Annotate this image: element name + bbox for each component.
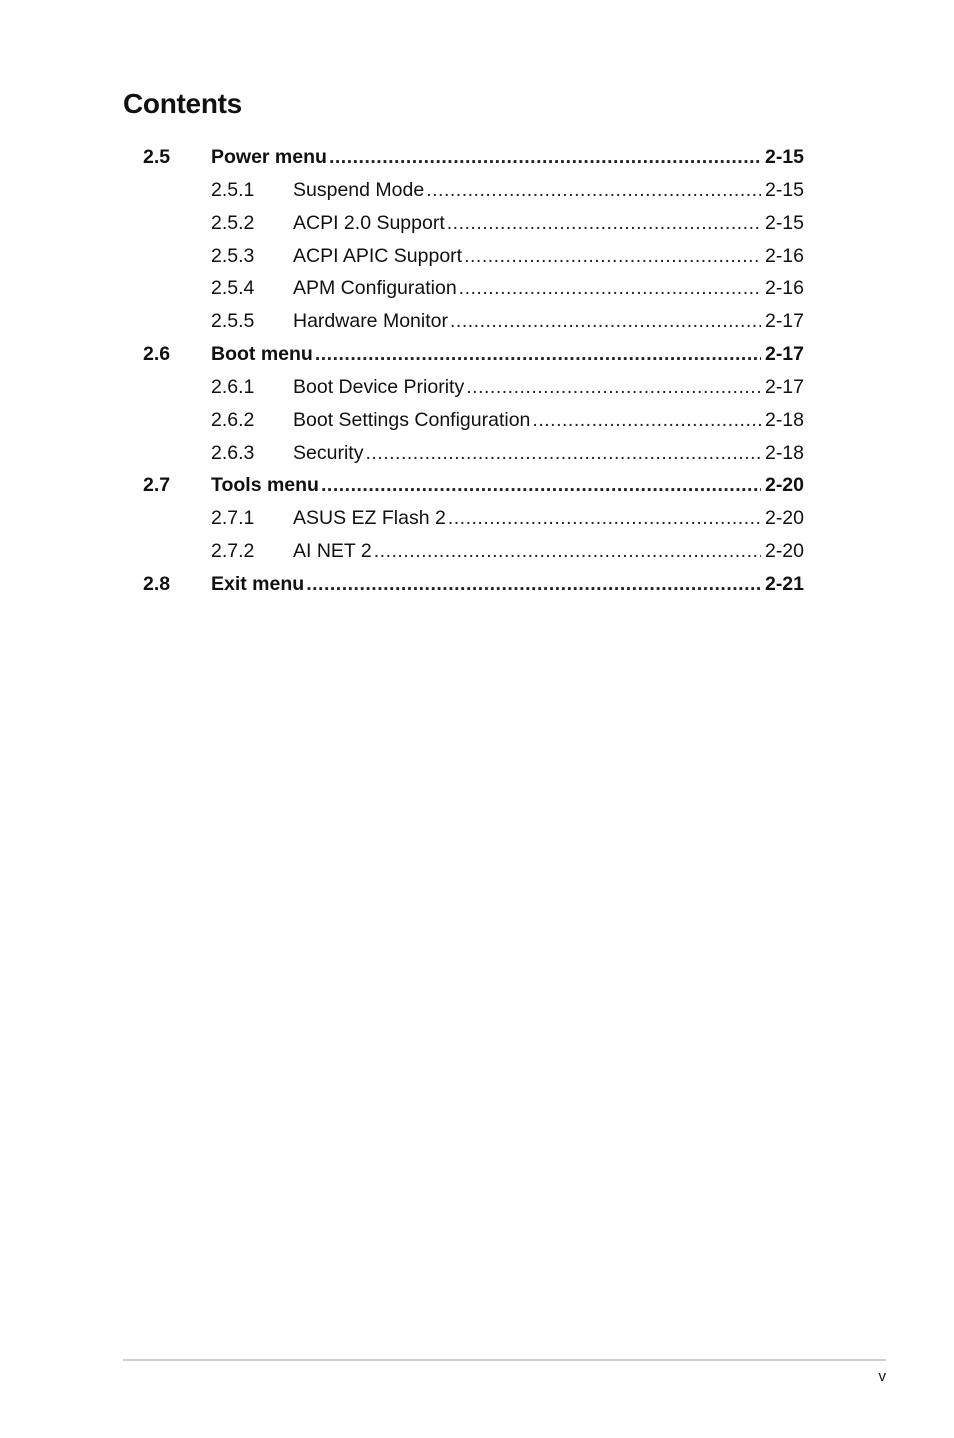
toc-dot-leader <box>426 174 761 207</box>
toc-entry-number: 2.8 <box>143 572 171 595</box>
page-title: Contents <box>123 88 242 119</box>
toc-dot-leader <box>447 207 761 240</box>
toc-entry[interactable] <box>143 371 804 404</box>
toc-entry-page: 2-20 <box>761 502 804 535</box>
footer-divider <box>123 1359 886 1361</box>
toc-entry-page: 2-17 <box>761 305 804 338</box>
toc-entry-line <box>293 240 804 273</box>
toc-entry[interactable] <box>143 240 804 273</box>
toc-entry[interactable] <box>143 437 804 470</box>
toc-entry-number: 2.5.3 <box>211 244 255 267</box>
toc-entry-number: 2.5.2 <box>211 211 255 234</box>
toc-entry-number: 2.5.4 <box>211 277 255 300</box>
toc-dot-leader <box>306 568 761 601</box>
toc-dot-leader <box>374 535 761 568</box>
toc-entry-line <box>293 535 804 568</box>
toc-entry-line <box>293 305 804 338</box>
toc-entry-page: 2-21 <box>761 568 804 601</box>
toc-entry-page: 2-15 <box>761 207 804 240</box>
toc-entry-number: 2.5.1 <box>211 178 255 201</box>
toc-entry-title: Power menu <box>211 141 329 174</box>
toc-entry[interactable] <box>143 535 804 568</box>
toc-entry-number: 2.7 <box>143 474 171 497</box>
toc-entry-title: ACPI 2.0 Support <box>293 207 447 240</box>
toc-entry-page: 2-18 <box>761 404 804 437</box>
toc-entry-line <box>293 404 804 437</box>
table-of-contents <box>143 141 804 601</box>
toc-entry-page: 2-16 <box>761 272 804 305</box>
toc-entry-title: Hardware Monitor <box>293 305 450 338</box>
toc-entry-title: Boot Device Priority <box>293 371 466 404</box>
toc-entry-page: 2-17 <box>761 371 804 404</box>
toc-entry[interactable] <box>143 305 804 338</box>
toc-entry-number: 2.5.5 <box>211 310 255 333</box>
toc-entry-page: 2-16 <box>761 240 804 273</box>
toc-entry-page: 2-20 <box>761 535 804 568</box>
toc-entry[interactable] <box>143 272 804 305</box>
toc-entry[interactable] <box>143 141 804 174</box>
toc-entry-title: Boot Settings Configuration <box>293 404 532 437</box>
toc-dot-leader <box>365 437 761 470</box>
toc-entry-page: 2-20 <box>761 469 804 502</box>
toc-entry-number: 2.6.2 <box>211 408 255 431</box>
toc-entry-line <box>293 437 804 470</box>
page-number: v <box>878 1368 886 1385</box>
toc-dot-leader <box>466 371 761 404</box>
toc-dot-leader <box>459 272 761 305</box>
toc-entry-line <box>211 141 804 174</box>
toc-entry[interactable] <box>143 502 804 535</box>
toc-entry-title: Boot menu <box>211 338 315 371</box>
toc-entry-line <box>293 272 804 305</box>
toc-entry-title: Security <box>293 437 365 470</box>
toc-entry-title: Suspend Mode <box>293 174 426 207</box>
toc-entry[interactable] <box>143 207 804 240</box>
toc-dot-leader <box>321 469 761 502</box>
toc-entry-page: 2-18 <box>761 437 804 470</box>
toc-entry-title: Tools menu <box>211 469 321 502</box>
toc-entry-title: AI NET 2 <box>293 535 374 568</box>
toc-dot-leader <box>329 141 761 174</box>
toc-entry-line <box>293 371 804 404</box>
toc-entry-line <box>293 207 804 240</box>
toc-entry-line <box>211 568 804 601</box>
toc-entry-line <box>293 174 804 207</box>
toc-entry-page: 2-17 <box>761 338 804 371</box>
toc-dot-leader <box>448 502 761 535</box>
toc-entry-page: 2-15 <box>761 141 804 174</box>
toc-entry-title: ASUS EZ Flash 2 <box>293 502 448 535</box>
toc-entry-number: 2.5 <box>143 146 171 168</box>
toc-entry-number: 2.7.2 <box>211 540 255 563</box>
toc-entry-number: 2.6.3 <box>211 441 255 464</box>
toc-entry-line <box>211 338 804 371</box>
toc-entry[interactable] <box>143 338 804 371</box>
toc-entry-page: 2-15 <box>761 174 804 207</box>
toc-dot-leader <box>464 240 761 273</box>
toc-entry-number: 2.6.1 <box>211 375 255 398</box>
toc-entry[interactable] <box>143 174 804 207</box>
toc-entry-title: ACPI APIC Support <box>293 240 464 273</box>
toc-dot-leader <box>450 305 761 338</box>
toc-entry-line <box>211 469 804 502</box>
toc-entry[interactable] <box>143 469 804 502</box>
toc-entry-number: 2.6 <box>143 343 171 366</box>
toc-entry-line <box>293 502 804 535</box>
toc-dot-leader <box>532 404 761 437</box>
toc-entry-title: Exit menu <box>211 568 306 601</box>
toc-entry-title: APM Configuration <box>293 272 459 305</box>
toc-entry[interactable] <box>143 568 804 601</box>
toc-entry-number: 2.7.1 <box>211 507 255 530</box>
toc-dot-leader <box>315 338 761 371</box>
toc-entry[interactable] <box>143 404 804 437</box>
